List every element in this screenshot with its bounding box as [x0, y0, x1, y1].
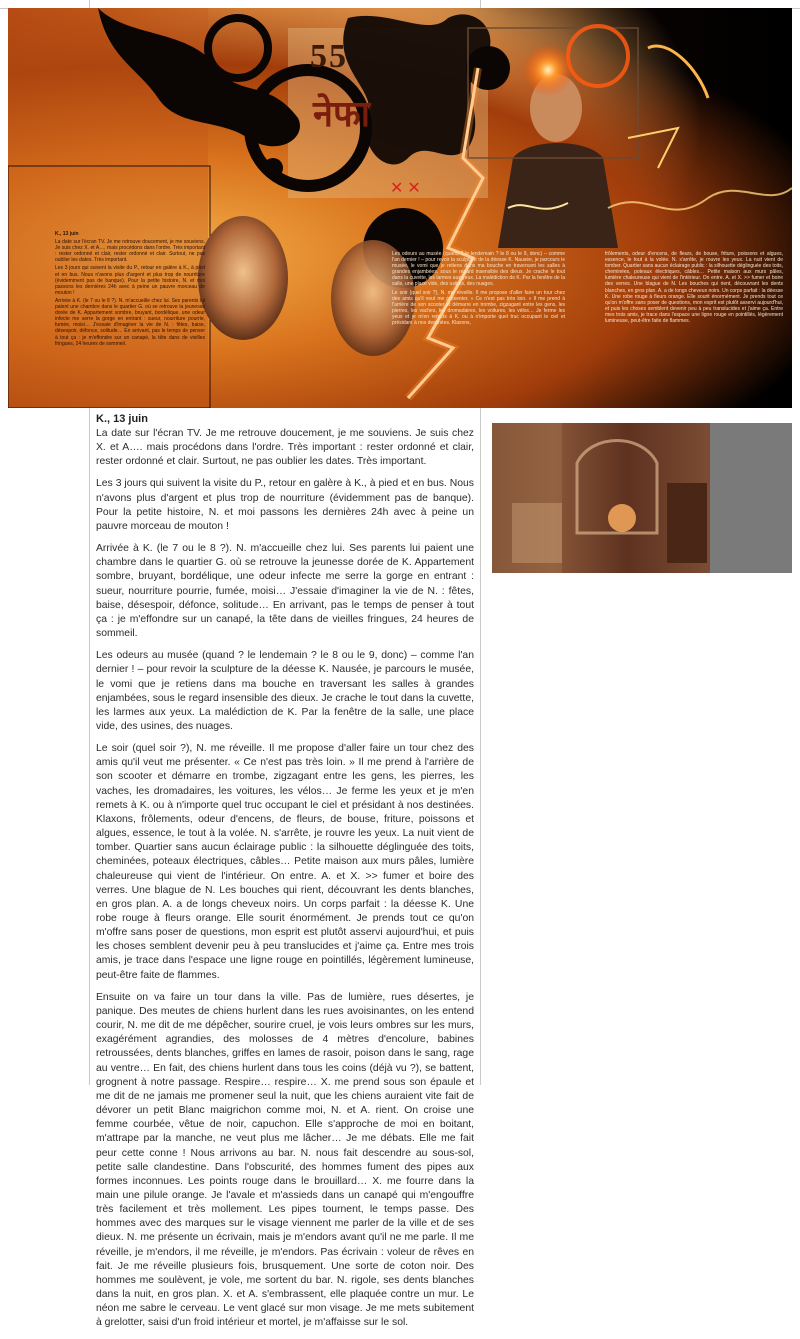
banner-column-1-paragraph: Les 3 jours qui suivent la visite du P., retour en galère à K., à pied et en bus. Nous n'avons plus d'argent et plus trop de nourriture (évidemment pas de banque). Pour la petite histoire, N. et moi passons les dernières 24h avec à peine un pauvre morceau de mouton ! — [55, 265, 205, 296]
article-paragraph: Le soir (quel soir ?), N. me réveille. Il me propose d'aller faire un tour chez des amis qu'il veut me présenter. « Ce n'est pas très loin. » Il me prend à l'arrière de son scooter et démarre en trombe, zigzagant entre les gens, les pierres, les vaches, les dromadaires, les voitures, les vélos… Je ferme les yeux et je m'en remets à K. ou à n'importe quel truc occupant le ciel et présidant à nos destinées. Klaxons, frôlements, odeur d'encens, de fleurs, de bouse, friture, poissons et algues, essence, le tout à la volée. N. s'arrête, je rouvre les yeux. La nuit vient de tomber. Quartier sans aucun éclairage public : la silhouette déglinguée des toits, cheminées, poteaux électriques, câbles… Petite maison aux murs pâles, lumière chaleureuse qui vient de l'intérieur. On entre. A. et X. >> fumer et boire des verres. Une blague de N. Les bouches qui rient, découvrant les dents blanches, en gros plan. A. a de longs cheveux noirs. Un corps parfait : la déesse K. Une robe rouge à fleurs orange. Elle sourit énormément. Je prends tout ce qu'on m'offre sans poser de questions, mon esprit est plutôt asservi aujourd'hui, et puis les choses semblent devenir peu à peu translucides et j'aime ça. Entre mes trois amis, je trace dans l'espace une ligne rouge en pointillés, légèrement lumineuse, peut-être faite de flammes. — [96, 743, 474, 981]
poster-numeral: 55 — [310, 38, 348, 75]
glow-ring — [568, 26, 628, 86]
banner-column-1 — [55, 231, 205, 401]
banner-column-3-paragraph: frôlements, odeur d'encens, de fleurs, de bouse, friture, poissons et algues, essence, le tout à la volée. N. s'arrête, je rouvre les yeux. La nuit vient de tomber. Quartier sans aucun éclairage public : la silhouette déglinguée des toits, cheminées, poteaux électriques, câbles… Petite maison aux murs pâles, lumière chaleureuse qui vient de l'intérieur. On entre. A. et X. >> fumer et boire des verres. Une blague de N. Les bouches qui rient, découvrant les dents blanches, en gros plan. A. a de longs cheveux noirs. Un corps parfait : la déesse K. Une robe rouge à fleurs orange. Elle sourit énormément. Je prends tout ce qu'on m'offre sans poser de questions, mon esprit est plutôt asservi aujourd'hui, et puis les choses semblent devenir peu à peu translucides et j'aime ça. Entre mes trois amis, je trace dans l'espace une ligne rouge en pointillés, légèrement lumineuse, peut-être faite de flammes. — [605, 251, 783, 325]
article-title: K., 13 juin — [96, 413, 148, 425]
banner-column-3 — [605, 251, 783, 371]
article-paragraph: Les odeurs au musée (quand ? le lendemain ? le 8 ou le 9, donc) – comme l'an dernier ! – pour revoir la sculpture de la déesse K. Nausée, je parcours le musée, le vomi que je retiens dans ma bouche en traversant les salles à grandes enjambées, sous le regard insensible des dieux. Je crache le tout dans la cuvette, les larmes aux yeux. La malédiction de K. Par la fenêtre de la salle, une place vide, des usines, des nuages. — [96, 650, 474, 732]
banner-column-2-paragraph: Le soir (quel soir ?), N. me réveille. Il me propose d'aller faire un tour chez des amis qu'il veut me présenter. « Ce n'est pas très loin. » Il me prend à l'arrière de son scooter et démarre en trombe, zigzagant entre les gens, les pierres, les vaches, les dromadaires, les voitures, les vélos… Je ferme les yeux et je m'en remets à K. ou à n'importe quel truc occupant le ciel et présidant à nos destinées. Klaxons, — [392, 289, 565, 327]
thumbnail-grey-block — [710, 423, 792, 573]
article-paragraph: Les 3 jours qui suivent la visite du P., retour en galère à K., à pied et en bus. Nous n'avons plus d'argent et plus trop de nourriture (évidemment pas de banque). Pour la petite histoire, N. et moi passons les dernières 24h avec à peine un pauvre morceau de mouton ! — [96, 478, 474, 532]
banner-column-1-paragraph: La date sur l'écran TV. Je me retrouve doucement, je me souviens. Je suis chez X. et A…. mais procédons dans l'ordre. Très important : rester ordonné et clair, rester ordonné et clair. Surtout, ne pas oublier les dates. Très important. — [55, 239, 205, 264]
thumbnail-light — [608, 504, 636, 532]
glow-orb — [522, 44, 574, 96]
article-paragraph: La date sur l'écran TV. Je me retrouve doucement, je me souviens. Je suis chez X. et A…. mais procédons dans l'ordre. Très important : rester ordonné et clair, rester ordonné et clair. Surtout, ne pas oublier les dates. Très important. — [96, 428, 474, 468]
banner-column-1-title: K., 13 juin — [55, 231, 79, 237]
portrait-face-left — [198, 216, 288, 340]
banner-artwork — [8, 8, 792, 408]
article-body — [96, 412, 474, 1339]
side-thumbnail-image — [492, 423, 792, 573]
flame-streak — [628, 128, 678, 168]
poster-devanagari-word: नेफा — [313, 94, 371, 135]
flame-streak — [648, 46, 708, 98]
article-paragraph: Arrivée à K. (le 7 ou le 8 ?). N. m'accueille chez lui. Ses parents lui paient une chambre dans le quartier G. où se retrouve la jeunesse dorée de K. Appartement sombre, bruyant, bordélique, une odeur infecte me serre la gorge en entrant : sueur, nourriture pourrie, fumée, moisi… J'essaie d'imaginer la vie de N. : fêtes, baise, désespoir, défonce, solitude… En arrivant, pas le temps de penser à tout ça : je m'effondre sur un canapé, la tête dans de vieilles fringues, 24 heures de sommeil. — [96, 543, 474, 640]
article-paragraph: Ensuite on va faire un tour dans la ville. Pas de lumière, rues désertes, je panique. Des meutes de chiens hurlent dans les rues avoisinantes, on les entend courir, N. me dit de me dépêcher, sourire cruel, je vois leurs ombres sur les murs, exagérément agrandies, des molosses de 4 mètres d'encolure, babines retroussées, dents blanches, griffes en lames de rasoir, poison dans le sang, rage au ventre… En fait, des chiens hurlent dans tous les coins (déjà vu ?), se battent, grognent à notre passage. Respire… respire… X. me prend sous son épaule et me dit de ne jamais me promener seul la nuit, que les chiens auraient vite fait de dévorer un petit Blanc maigrichon comme moi, N. et A. rient. On croise une femme courbée, vêtue de noir, capuchon. Elle s'approche de moi en boitant, m'attrape par la manche, ne veut plus me lâcher… Je me débats. Elle me fait peur cette conne ! Nous arrivons au bar. N. nous fait descendre au sous-sol, petite salle clandestine. Dans l'obscurité, des hommes fument des pipes aux formes inconnues. Les points rouge dans le brouillard… X. me fourre dans la main une pilule orange. Je l'avale et m'assieds dans un canapé qui m'engouffre très facilement et très mollement. Les pipes tournent, le temps passe. Des hommes avec des marques sur le visage viennent me parler de la ville et de ses dieux. N. me présente un écrivain, mais je m'endors avant qu'il ne me parle. Il me réveille, je m'endors, il me réveille, je m'endors. Pas écrivain : voleur de rêves en fait. Je me réveille plusieurs fois, brusquement. Une sorte de coton noir. Des hommes me soulèvent, je vole, me sortent du bar. N. rigole, ses dents blanches dans la nuit, en gros plan. X. et A. s'embrassent, elle plaquée contre un mur. Le néon me sabre le cerveau. Le vent glacé sur mon visage. Je me mets subitement à grelotter, saisi d'un froid intérieur et mortel, je m'affaisse sur le sol. — [96, 991, 474, 1329]
poster-cross-marks: ✕✕ — [390, 178, 425, 197]
banner-column-2-paragraph: Les odeurs au musée (quand ? le lendemain ? le 8 ou le 9, donc) – comme l'an dernier ! – pour revoir la sculpture de la déesse K. Nausée, je parcours le musée, le vomi que je retiens dans ma bouche en traversant les salles à grandes enjambées, sous le regard insensible des dieux. Je crache le tout dans la cuvette, les larmes aux yeux. La malédiction de K. Par la fenêtre de la salle, une place vide, des usines, des nuages. — [392, 251, 565, 288]
thumbnail-shadow — [667, 483, 707, 563]
thumbnail-page — [512, 503, 562, 563]
banner-column-1-paragraph: Arrivée à K. (le 7 ou le 8 ?). N. m'accueille chez lui. Ses parents lui paient une chambre dans le quartier G. où se retrouve la jeunesse dorée de K. Appartement sombre, bruyant, bordélique, une odeur infecte me serre la gorge en entrant : sueur, nourriture pourrie, fumée, moisi… J'essaie d'imaginer la vie de N. : fêtes, baise, désespoir, défonce, solitude… En arrivant, pas le temps de penser à tout ça : je m'effondre sur un canapé, la tête dans de vieilles fringues, 24 heures de sommeil. — [55, 297, 205, 347]
ink-ring — [208, 18, 268, 78]
flame-streak — [608, 188, 792, 210]
ink-dot — [263, 158, 283, 178]
banner-column-2 — [392, 251, 565, 371]
